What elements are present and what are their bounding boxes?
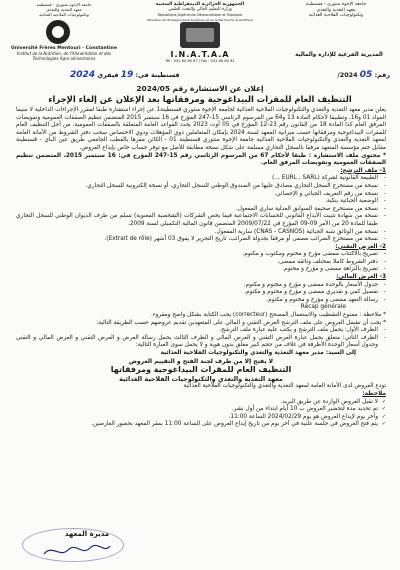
- directorate-name: المديرية الفرعية للإدارة والمالية: [295, 52, 383, 58]
- sec1-item: - الطبيعة القانونية لشركة (EURL ، SARL ...): [16, 175, 386, 183]
- remarks-title: ملاحظة:: [362, 390, 386, 397]
- section-3-title: 3- العرض المالي:: [336, 274, 386, 281]
- institute-line: معهد التغذية والتغذي والتكنولوجيات الفلاحية الغذائية: [119, 374, 283, 383]
- ref-value: 05: [359, 70, 373, 80]
- letterhead-center: [124, 2, 276, 24]
- section-2-title: 2- العرض التقني:: [335, 243, 386, 250]
- right-line-2: معهد التغذية والتغذي: [316, 7, 356, 13]
- phone-fax: Tél : 031 60 60 67 / Fax : 031 60 60 61: [165, 59, 235, 63]
- remark-item: ✓ وأخر يوم لإيداع العروض هو يوم 2024/02/29 الساعة 11:00.: [16, 414, 386, 422]
- ref-year: 2024/: [337, 71, 358, 79]
- reference-number: [337, 70, 390, 80]
- sec3-item: - تفصيل كمي و تقديري ممضى و مؤرخ و مختوم و مكتوم.: [16, 289, 386, 297]
- announcement-body: [16, 107, 386, 429]
- left-line-1: جامعة الإخوة منتوري - قسنطينة: [36, 2, 92, 7]
- right-line-1: جامعة الإخوة منتوري - قسنطينة: [305, 2, 367, 7]
- deposit-line: تودع العروض لدى الأمانة العامة لمعهد التغذية والتغذي والتكنولوجيات الفلاحية الغذائية: [183, 383, 386, 390]
- center-line-4: Ministère de l'Enseignement Supérieur et de la Recherche Scientifique: [147, 18, 253, 23]
- announcement-title: إعلان عن الاستشارة رقم 2024/05: [136, 84, 264, 93]
- note-2: * يجب أن تشمل العروض على ملف الترشح العرض التقني و المالي على المتعهدين تقديم عروضهم حسب الطريقة التالية:: [96, 319, 386, 326]
- signature-title: مديرة المعهد: [64, 530, 110, 538]
- institute-acronym: I.N.A.T.A.A: [170, 50, 230, 59]
- letterhead: [0, 0, 400, 70]
- content-label: * محتوى ملف الاستشارة : طبقا لأحكام 67 من المرسوم الرئاسي رقم 15-247 المؤرخ في: 16 سبتمبر 2015، المتضمن تنظيم الصفقات العمومية وتفويضات المرفق العام.: [16, 152, 386, 167]
- sec1-item: - نسخة من شهادة تثبيت الأيداع القانوني للحسابات الاجتماعية فيما يخص الشركات (الشخصية المعنوية) تسلم من طرف الديوان الوطني للسجل التجاري طبقا للمادة 20 من الأمر 09-09 المؤرخ في 2009/07/22 المتضمن قانون المالية التكميلي لسنة 2009.: [16, 213, 386, 228]
- date-month: فيفري: [97, 71, 119, 79]
- sec3-item: - جدول الأسعار بالوحدة ممضى و مؤرخ و مختوم و مكتوم.: [16, 282, 386, 290]
- letterhead-left: [4, 2, 124, 18]
- announcement-subject: التنظيف العام للمقرات البيداغوجية ومرفقاتها بعد الإعلان عن إلغاء الإجراء: [48, 94, 352, 104]
- sec3-item: - رسالة التعهد ممضى و مؤرخ و مختوم و مكتوم.: [16, 297, 386, 305]
- sec1-item: - نسخة من مستخرج الضرائب مصفى أو مرفقا بجدولة الضرائب، تاريخ التحرير لا يفوق 03 أشهر (Extrait de rôle).: [16, 236, 386, 244]
- sec2-item: - تصريح بالنزاهة ممضى و مؤرخ و مختوم.: [16, 266, 386, 274]
- document-date: [70, 70, 180, 80]
- institute-name-fr: Institut de la Nutrition, de l'Alimentation et des Technologies Agro-alimentaires: [16, 51, 112, 61]
- right-line-3: وتكنولوجيات الفلاحية الغذائية: [308, 13, 364, 19]
- left-line-2: معهد التغذية والتغذي: [46, 7, 82, 13]
- sec1-item: - نسخة من مستخرج السجل التجاري مصادق عليها من الصندوق الوطني للسجل التجاري، أو نسخة إلكترونية للسجل التجاري.: [16, 183, 386, 191]
- university-name-fr: Université Frères Mentouri - Constantine: [11, 46, 117, 51]
- center-line-3: République Algérienne Démocratique et Populaire: [157, 12, 243, 17]
- section-1-title: 1- ملف الترشح:: [340, 167, 386, 174]
- sec1-item: - نسخة من الوثائق شبه الجبائية (CNAS - CASNOS) سارية المفعول.: [16, 229, 386, 237]
- university-logo: [46, 20, 70, 44]
- addressee-line: إلى السيد: مدير معهد التغذية والتغذي والتكنولوجيات الفلاحية الغذائية: [160, 350, 356, 356]
- institute-logo: [180, 22, 220, 48]
- sec1-item: - الوضعية الجبائية بنكية.: [16, 198, 386, 206]
- date-year: 2024: [70, 70, 96, 80]
- signature-block: [22, 528, 132, 566]
- sec2-item: - تصريح بالاكتتاب ممضى مؤرخ و مختوم ومكتوب و مكتوم.: [16, 251, 386, 259]
- left-line-3: وتكنولوجيات الفلاحية الغذائية: [39, 12, 89, 18]
- do-not-open: لا يفتح إلا من طرف لجنة الفتح و التقييم العروض: [128, 357, 274, 365]
- date-prefix: قسنطينة في:: [135, 71, 180, 79]
- remark-item: ✓ يتم فتح العروض في جلسة علنية في آخر يوم من تاريخ إيداع العروض على الساعة 11:00 بمقر المعهد بحضور العارضين.: [16, 421, 386, 429]
- center-line-2: وزارة التعليم العالي والبحث العلمي: [168, 7, 232, 13]
- sec1-item: - نسخة من مستخرج صحيفة السوابق العدلية ساري المفعول.: [16, 206, 386, 214]
- title-repeat: التنظيف العام للمقرات البيداغوجية ومرفقاتها: [110, 365, 292, 375]
- handwritten-signature: [42, 542, 112, 560]
- remark-item: ✓ لا تقبل العروض الواردة عن طريق البريد.: [16, 399, 386, 407]
- date-day: 19: [120, 70, 134, 80]
- letterhead-right: [276, 2, 396, 19]
- remark-item: ✓ تم تحديد مدة لتحضير العروض ب 10 أيام ابتداء من أول نشر.: [16, 406, 386, 414]
- recap-line: Récap générale: [300, 304, 346, 311]
- note-3: - الظرف الأول: يحمل ملف الترشح و يكتب عليه عبارة ملف الترشح.: [16, 327, 386, 335]
- ref-label: رقم:: [374, 71, 390, 79]
- intro-paragraph: يعلن مدير معهد التغذية والتغذي والتكنولوجيات الفلاحية الغذائية لجامعة الإخوة منتوري قسنطينة1 عن إجراء استشارة طبقا لمقرر الإجراءات الداخلية لا سيما المواد 01 و16، وتطبيقا لأحكام المادة 13 و64 من المرسوم الرئاسي 15-247 المؤرخ في 16 سبتمبر 2015 المتضمن تنظيم الصفقات العمومية وتفويضات المرفق العام كذا المادة 18 من القانون رقم 23-12 المؤرخ في 05 أوت 2023 يحدد القواعد العامة المتعلقة بالصفقات العمومية. من أجل التنظيف العام للمقرات البيداغوجية ومرفقاتها حسب ميزانية المعهد لسنة 2024 بإمكان المتعاملين ذوي المؤهلات وذوي الاختصاص سحب دفتر الشروط من الأمانة العامة لمعهد التغذية والتغذي والتكنولوجيات الفلاحية الغذائية جامعة الإخوة منتوري قسنطينة 01 - الكائن مقرها بالقطب الجامعي طريق عين الباي - قسنطينة مقابل ختم مؤسسة المتعهد مرفقا بالسجل التجاري مسلمة على شكل نسخة مطابقة للأصل مع توفر حساب خاص بإيداع العروض.: [16, 107, 387, 151]
- note-1: * ملاحظة : ممنوع التشطيب والاستعمال المصحح (correcteur) يجب الكتابة بشكل واضح ومقروء.: [151, 312, 386, 319]
- sec2-item: - دفتر الشروط كاملا بمختلف وثائقه ممضى.: [16, 259, 386, 267]
- sec1-item: - نسخة من رقم التعريف الجبائي و الإحصائي.: [16, 191, 386, 199]
- note-4: - الظرف الثاني: متعلق بحمل عبارة العرض التقني و العرض المالي و الظرف الثالث يحمل رسالة العرض و العرض التقني و العرض المالي و التقني وجدول أسعار الوحدة الأظرفة في غلاف من حجم كبير مغلق بدون هوية و لا يحمل سوى العبارة التالية:: [16, 335, 386, 350]
- center-line-1: الجمهورية الجزائرية الديمقراطية الشعبية: [155, 2, 245, 7]
